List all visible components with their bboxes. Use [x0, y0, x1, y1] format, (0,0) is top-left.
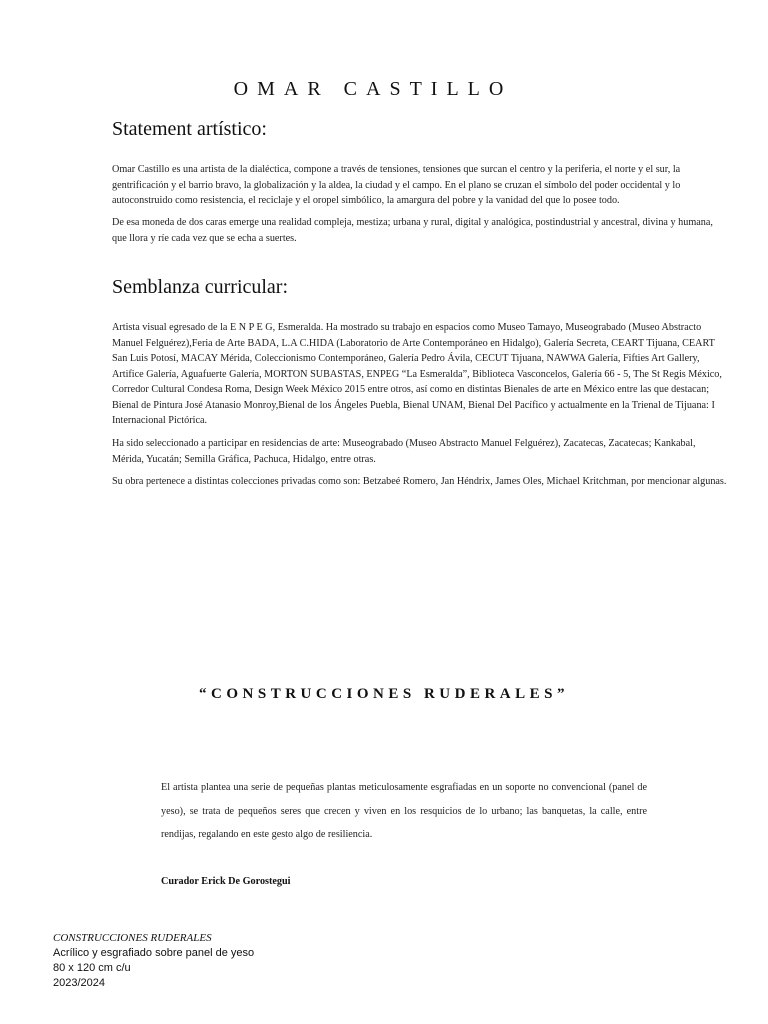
caption-dimensions: 80 x 120 cm c/u	[53, 962, 131, 974]
semblanza-heading: Semblanza curricular:	[112, 276, 289, 298]
caption-work-title: CONSTRUCCIONES RUDERALES	[53, 932, 212, 944]
semblanza-paragraph-1: Artista visual egresado de la E N P E G, Esmeralda. Ha mostrado su trabajo en espacios como Museo Tamayo, Museograbado (Museo Abstracto Manuel Felguérez),Feria de Arte BADA, L.A C.HIDA (Laboratorio de Arte Contemporáneo en Hidalgo), Galería Secreta, CEART Tijuana, CEART San Luis Potosí, MACAY Mérida, Coleccionismo Contemporáneo, Galería Pedro Ávila, CECUT Tijuana, NAWWA Galería, Fifties Art Gallery, Artifice Galería, Aguafuerte Galería, MORTON SUBASTAS, ENPEG “La Esmeralda”, Biblioteca Vasconcelos, Galería 66 - 5, The St Regis México, Corredor Cultural Condesa Roma, Design Week México 2015 entre otros, así como en distintas Bienales de arte en México entre las que destacan; Bienal de Pintura José Atanasio Monroy,Bienal de los Ángeles Puebla, Bienal UNAM, Bienal Del Pacífico y actualmente en la Trienal de Tijuana: I Internacional Pictórica.	[112, 322, 722, 426]
artist-name: OMAR CASTILLO	[233, 78, 513, 100]
curator-name: Curador Erick De Gorostegui	[161, 876, 291, 887]
caption-years: 2023/2024	[53, 977, 105, 989]
artwork-caption	[53, 931, 254, 991]
curator-text: El artista plantea una serie de pequeñas plantas meticulosamente esgrafiadas en un soporte no convencional (panel de yeso), se trata de pequeños seres que crecen y viven en los resquicios de lo urbano; las banquetas, la calle, entre rendijas, regalando en este gesto algo de resiliencia.	[161, 782, 647, 840]
statement-heading: Statement artístico:	[112, 118, 267, 140]
statement-paragraph-2: De esa moneda de dos caras emerge una realidad compleja, mestiza; urbana y rural, digital y analógica, postindustrial y ancestral, divina y humana, que llora y ríe cada vez que se echa a suertes.	[112, 217, 713, 244]
semblanza-paragraph-2: Ha sido seleccionado a participar en residencias de arte: Museograbado (Museo Abstracto Manuel Felguérez), Zacatecas, Zacatecas; Kankabal, Mérida, Yucatán; Semilla Gráfica, Pachuca, Hidalgo, entre otras.	[112, 438, 696, 465]
caption-technique: Acrílico y esgrafiado sobre panel de yeso	[53, 947, 255, 959]
semblanza-paragraph-3: Su obra pertenece a distintas colecciones privadas como son: Betzabeé Romero, Jan Héndrix, James Oles, Michael Kritchman, por mencionar algunas.	[112, 476, 727, 487]
project-title: “CONSTRUCCIONES RUDERALES”	[199, 686, 569, 702]
statement-paragraph-1: Omar Castillo es una artista de la dialéctica, compone a través de tensiones, tensiones que surcan el centro y la periferia, el norte y el sur, la gentrificación y el barrio bravo, la globalización y la aldea, la ciudad y el campo. En el plano se cruzan el símbolo del poder occidental y lo autoconstruido como resistencia, el reciclaje y el oropel simbólico, la amargura del pobre y la vanidad del que lo posee todo.	[112, 164, 681, 206]
